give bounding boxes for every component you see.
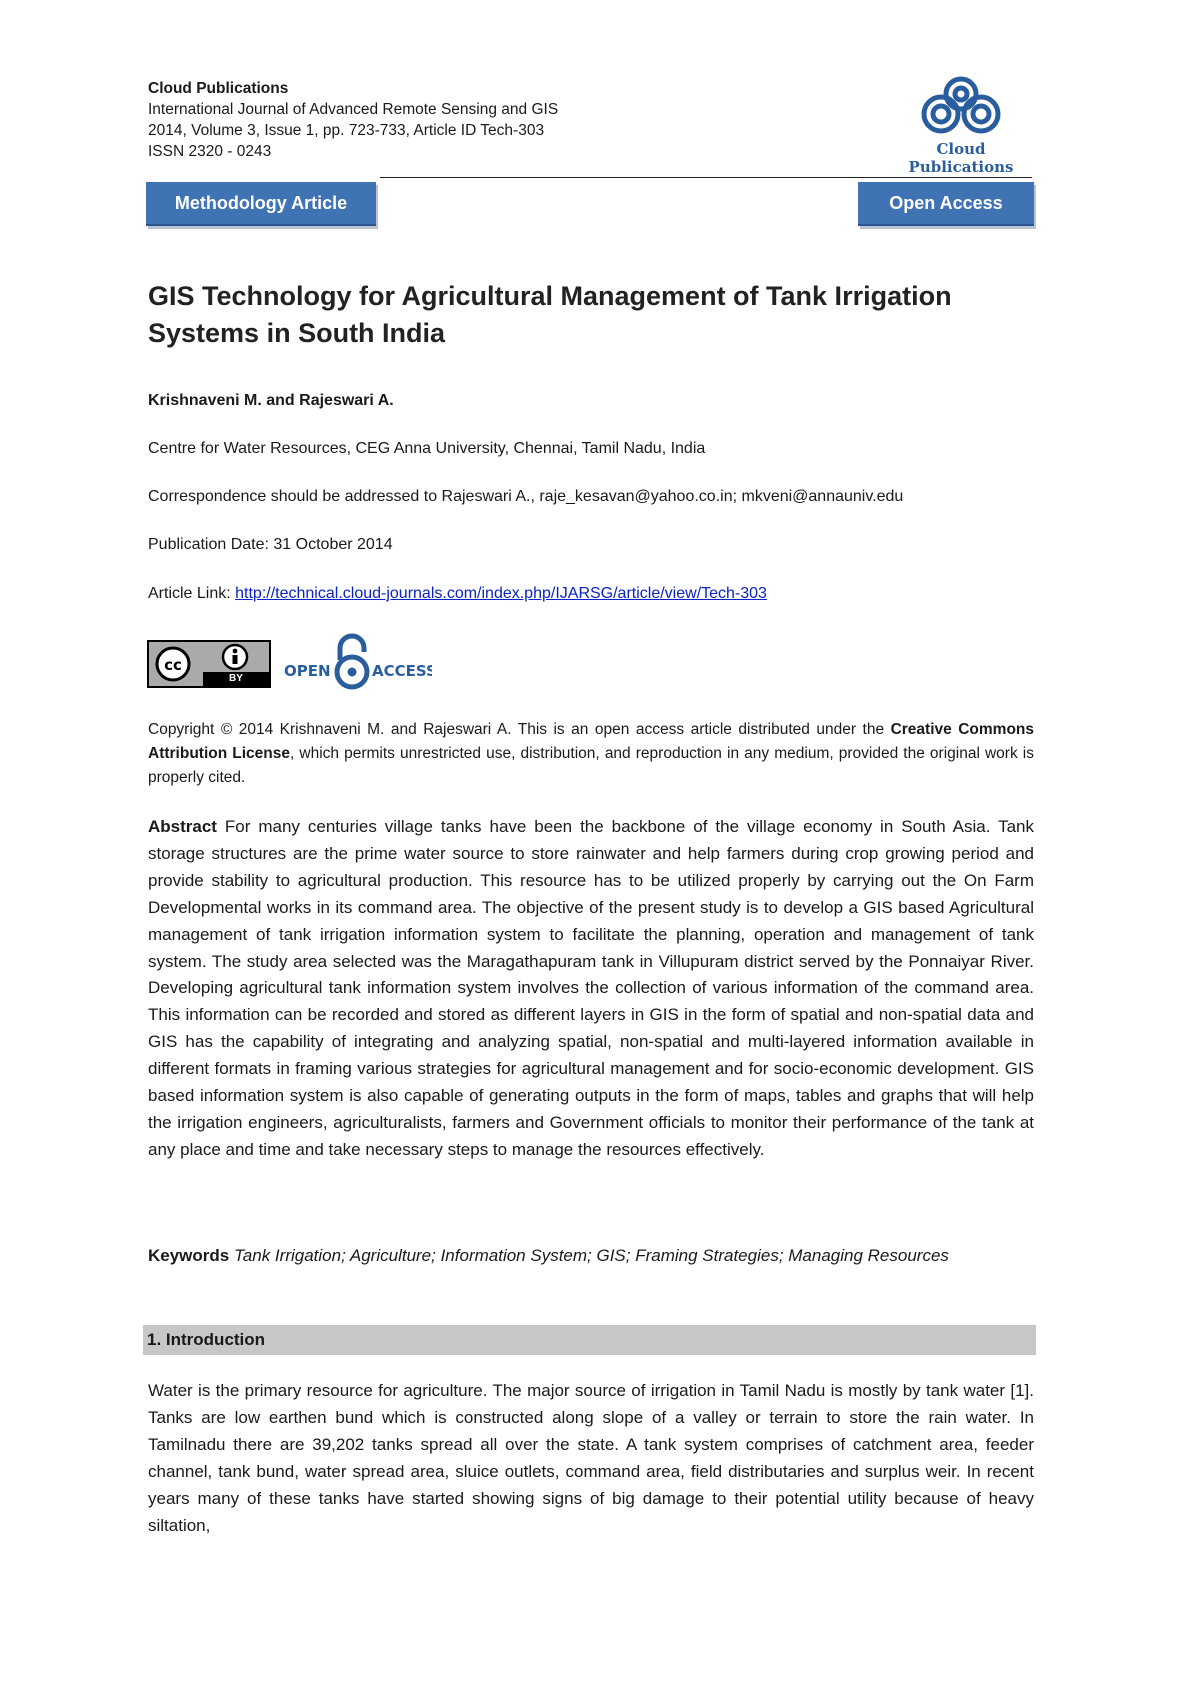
section-heading: 1. Introduction xyxy=(143,1325,1036,1355)
copyright-text: Copyright © 2014 Krishnaveni M. and Rajeswari A. This is an open access article distributed under the xyxy=(148,721,891,738)
open-access-tag: Open Access xyxy=(858,182,1034,226)
issue-info: 2014, Volume 3, Issue 1, pp. 723-733, Article ID Tech-303 xyxy=(148,122,545,139)
keywords-text: Tank Irrigation; Agriculture; Information System; GIS; Framing Strategies; Managing Resources xyxy=(229,1246,949,1265)
keywords-label: Keywords xyxy=(148,1246,230,1265)
correspondence: Correspondence should be addressed to Rajeswari A., raje_kesavan@yahoo.co.in; mkveni@annauniv.edu xyxy=(148,488,904,505)
affiliation: Centre for Water Resources, CEG Anna University, Chennai, Tamil Nadu, India xyxy=(148,440,706,457)
paper-title: GIS Technology for Agricultural Management of Tank Irrigation Systems in South India xyxy=(148,281,952,348)
license-name: Creative Commons Attribution License xyxy=(148,721,1035,762)
keywords xyxy=(148,1243,1034,1270)
issn: ISSN 2320 - 0243 xyxy=(148,143,272,160)
cc-icon xyxy=(157,648,189,680)
oa-open-text: OPEN xyxy=(284,662,331,680)
journal-header xyxy=(148,78,558,162)
cloud-publications-logo xyxy=(886,72,1036,176)
attribution-person-icon xyxy=(223,645,247,669)
header-rule xyxy=(380,177,1032,178)
svg-text:cc: cc xyxy=(164,656,182,674)
logo-text: Cloud Publications xyxy=(908,140,1014,176)
introduction-text: Water is the primary resource for agriculture. The major source of irrigation in Tamil Nadu is mostly by tank water [1]. Tanks are low earthen bund which is constructed along slope of a valley or terrain to store the rain water. In Tamilnadu there are 39,202 tanks spread all over the state. A tank system comprises of catchment area, feeder channel, tank bund, water spread area, sluice outlets, command area, field distributaries and surplus weir. In recent years many of these tanks have started showing signs of big damage to their potential utility because of heavy siltation, xyxy=(148,1381,1034,1535)
abstract xyxy=(148,814,1034,1164)
journal-name: International Journal of Advanced Remote Sensing and GIS xyxy=(148,101,559,118)
copyright-notice xyxy=(148,718,1034,790)
oa-access-text: ACCESS xyxy=(372,662,432,680)
publication-date: Publication Date: 31 October 2014 xyxy=(148,536,393,553)
article-link[interactable]: http://technical.cloud-journals.com/index.php/IJARSG/article/view/Tech-303 xyxy=(235,585,767,602)
abstract-text: For many centuries village tanks have been the backbone of the village economy in South Asia. Tank storage structures are the prime water source to store rainwater and help farmers during crop growing period and provide stability to agricultural production. This resource has to be utilized properly by carrying out the On Farm Developmental works in its command area. The objective of the present study is to develop a GIS based Agricultural management of tank irrigation information system to facilitate the planning, operation and management of tank system. The study area selected was the Maragathapuram tank in Villupuram district served by the Ponnaiyar River. Developing agricultural tank information system involves the collection of various information of the command area. This information can be recorded and stored as different layers in GIS in the form of spatial and non-spatial data and GIS has the capability of integrating and analyzing spatial, non-spatial and multi-layered information available in different formats in framing various strategies for agricultural management and for socio-economic development. GIS based information system is also capable of generating outputs in the form of maps, tables and graphs that will help the irrigation engineers, agriculturalists, farmers and Government officials to monitor their performance of the tank at any place and time and take necessary steps to manage the resources effectively. xyxy=(148,817,1034,1159)
cloud-spiral-icon xyxy=(886,72,1036,142)
open-access-logo xyxy=(282,630,432,692)
copyright-text-end: , which permits unrestricted use, distribution, and reproduction in any medium, provided the original work is properly cited. xyxy=(148,745,1034,786)
abstract-label: Abstract xyxy=(148,817,217,836)
publisher-name: Cloud Publications xyxy=(148,80,289,97)
cc-by-label: BY xyxy=(203,672,269,686)
article-link-line xyxy=(148,585,767,603)
methodology-article-tag: Methodology Article xyxy=(146,182,376,226)
article-link-label: Article Link: xyxy=(148,585,236,602)
cc-by-badge[interactable] xyxy=(147,640,271,688)
open-lock-icon xyxy=(282,630,432,692)
authors: Krishnaveni M. and Rajeswari A. xyxy=(148,392,394,409)
